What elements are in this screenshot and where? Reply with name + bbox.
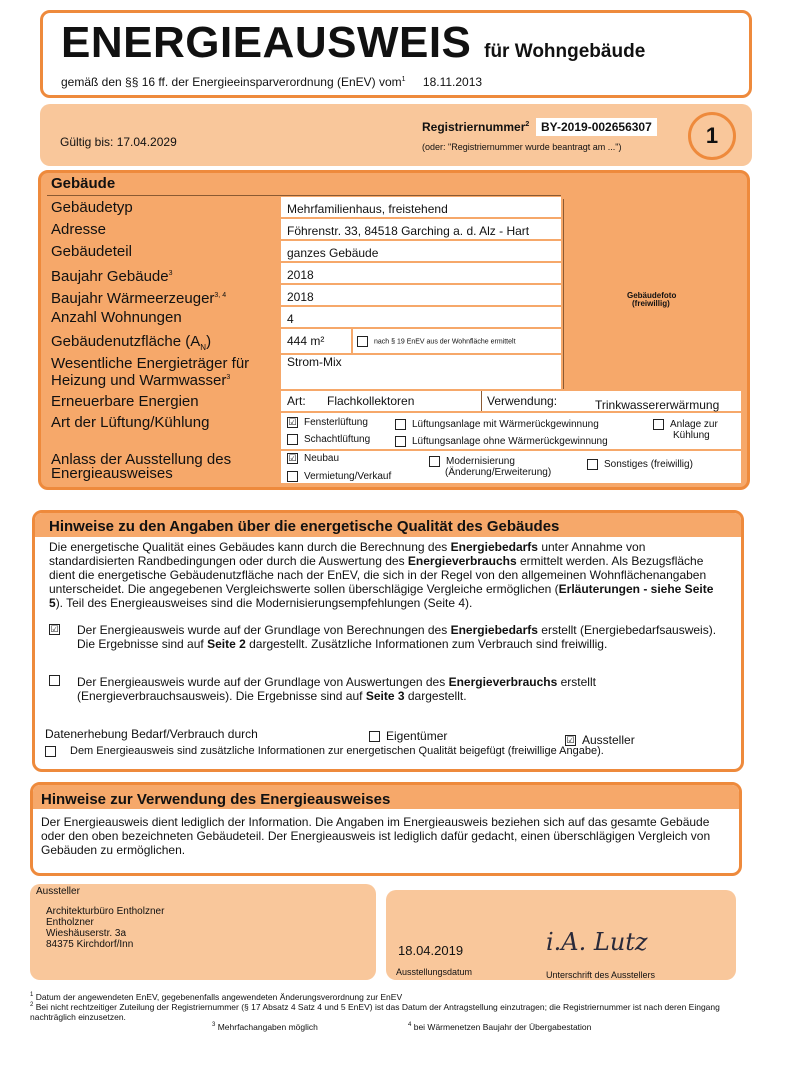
reason-other[interactable]: Sonstiges (freiwillig) xyxy=(587,459,693,470)
value-construction-year: 2018 xyxy=(287,268,314,282)
value-heater-year: 2018 xyxy=(287,290,314,304)
page-number-badge: 1 xyxy=(688,112,736,160)
additional-info-checkbox[interactable] xyxy=(45,746,56,757)
label-building-type: Gebäudetyp xyxy=(51,199,133,216)
consumption-certificate-text: Der Energieausweis wurde auf der Grundlage von Auswertungen des Energieverbrauchs erstellt (Energieverbrauchsausweis). Die Ergebnisse sind auf Seite 3 dargestellt. xyxy=(77,675,596,703)
reason-other-checkbox[interactable] xyxy=(587,459,598,470)
cooling-checkbox[interactable] xyxy=(653,419,664,430)
issuer-contact: Entholzner xyxy=(46,917,94,928)
value-cell-units xyxy=(281,307,561,327)
data-collection-label: Datenerhebung Bedarf/Verbrauch durch xyxy=(45,727,258,741)
document-title: ENERGIEAUSWEIS für Wohngebäude xyxy=(61,18,646,67)
vent-shaft-checkbox[interactable] xyxy=(287,434,298,445)
value-building-type: Mehrfamilienhaus, freistehend xyxy=(287,202,448,216)
usage-text: Der Energieausweis dient lediglich der Information. Die Angaben im Energieausweis beziehen sich auf das gesamte Gebäude oder den oben bezeichneten Gebäudeteil. Der Energieausweis ist lediglich dafür gedacht, einen überschlägigen Vergleich von Gebäuden zu ermöglichen. xyxy=(41,815,711,857)
demand-certificate-text: Der Energieausweis wurde auf der Grundlage von Berechnungen des Energiebedarfs erstellt (Energiebedarfsausweis). Die Ergebnisse sind auf Seite 2 dargestellt. Zusätzliche Informationen zum Verbrauch sind freiwillig. xyxy=(77,623,717,651)
data-collection-owner[interactable]: Eigentümer xyxy=(369,729,447,743)
value-building-part: ganzes Gebäude xyxy=(287,246,379,260)
building-section-title: Gebäude xyxy=(51,175,116,192)
vent-with-recovery-checkbox[interactable] xyxy=(395,419,406,430)
signature-box xyxy=(386,890,736,980)
registration-band xyxy=(40,104,752,166)
value-address: Föhrenstr. 33, 84518 Garching a. d. Alz - Hart xyxy=(287,224,530,238)
value-units: 4 xyxy=(287,312,294,326)
photo-label: Gebäudefoto xyxy=(627,291,677,300)
building-section xyxy=(38,170,750,490)
label-heater-year: Baujahr Wärmeerzeuger$^{3, 4}$ xyxy=(51,290,227,307)
reason-new-building[interactable]: ☑ Neubau xyxy=(288,453,340,465)
additional-info[interactable]: Dem Energieausweis sind zusätzliche Informationen zur energetischen Qualität beigefügt (freiwillige Angabe). xyxy=(45,745,604,757)
photo-label-optional: (freiwillig) xyxy=(632,299,670,308)
hints-section xyxy=(32,510,744,772)
issuer-street: Wieshäuserstr. 3a xyxy=(46,928,127,939)
signature: i.A. Lutz xyxy=(546,928,648,956)
label-construction-year: Baujahr Gebäude$^3$ xyxy=(51,268,173,285)
document-subtitle: gemäß den §§ 16 ff. der Energieeinsparverordnung (EnEV) vom$^1$ 18.11.2013 xyxy=(61,75,483,89)
vent-without-recovery-checkbox[interactable] xyxy=(395,436,406,447)
value-energy-carriers: Strom-Mix xyxy=(287,355,342,369)
value-cell-year xyxy=(281,263,561,283)
value-area: 444 m² xyxy=(287,334,325,348)
label-building-part: Gebäudeteil xyxy=(51,243,132,260)
label-reason: Anlass der Ausstellung des Energieausweises xyxy=(51,451,232,482)
demand-certificate-checkbox[interactable]: ☑ xyxy=(50,624,59,634)
owner-checkbox[interactable] xyxy=(369,731,380,742)
usage-title: Hinweise zur Verwendung des Energieausweises xyxy=(41,791,391,808)
label-energy-carriers: Wesentliche Energieträger für Heizung und Warmwasser$^3$ xyxy=(51,355,250,389)
footnote-2: $^2$ Bei nicht rechtzeitiger Zuteilung der Registriernummer (§ 17 Absatz 4 Satz 4 und 5 EnEV) ist das Datum der Antragstellung einzutragen; die Registriernummer ist nach deren Eingang nachträglich einzusetzen. xyxy=(30,1001,720,1022)
area-note-checkbox[interactable] xyxy=(357,336,368,347)
reason-modernisation-checkbox[interactable] xyxy=(429,456,440,467)
reason-new-building-checkbox[interactable]: ☑ xyxy=(288,453,297,463)
reason-rental-sale[interactable]: Vermietung/Verkauf xyxy=(287,471,391,482)
signature-label: Unterschrift des Ausstellers xyxy=(546,970,656,980)
cooling-system[interactable]: Anlage zur Kühlung xyxy=(653,419,718,441)
issuer-city: 84375 Kirchdorf/Inn xyxy=(46,939,134,950)
divider xyxy=(481,391,482,411)
header-box xyxy=(40,10,752,98)
label-address: Adresse xyxy=(51,221,107,238)
footnote-1: $^1$ Datum der angewendeten EnEV, gegebenenfalls angewendeten Änderungsverordnung zur EnEV xyxy=(30,991,403,1002)
vent-window[interactable]: ☑ Fensterlüftung xyxy=(288,417,368,429)
issuer-label: Aussteller xyxy=(36,886,80,897)
label-area: Gebäudenutzfläche $(A_N)$ xyxy=(51,333,212,352)
footnote-3: $^3$ Mehrfachangaben möglich xyxy=(212,1021,318,1032)
registration-note: (oder: "Registriernummer wurde beantragt am ...") xyxy=(422,142,622,152)
reason-modernisation[interactable]: Modernisierung (Änderung/Erweiterung) xyxy=(429,456,551,478)
vent-shaft[interactable]: Schachtlüftung xyxy=(287,434,370,445)
hints-title: Hinweise zu den Angaben über die energetische Qualität des Gebäudes xyxy=(49,518,560,535)
renewable-art-label: Art: xyxy=(287,394,306,408)
document-title-suffix: für Wohngebäude xyxy=(484,41,646,62)
usage-section xyxy=(30,782,742,876)
registration-number: BY-2019-002656307 xyxy=(536,118,657,136)
hints-intro-text: Die energetische Qualität eines Gebäudes kann durch die Berechnung des Energiebedarfs unter Annahme von standardisierten Randbedingungen oder durch die Auswertung des Energieverbrauchs ermittelt werden. Als Bezugsfläche dient die energetische Gebäudenutzfläche nach der EnEV, die sich in der Regel von den allgemeinen Wohnflächenangaben unterscheidet. Die angegebenen Vergleichswerte sollen überschlägige Vergleiche ermöglichen (Erläuterungen - siehe Seite 5). Teil des Energieausweises sind die Modernisierungsempfehlungen (Seite 4). xyxy=(49,540,714,610)
label-ventilation: Art der Lüftung/Kühlung xyxy=(51,414,210,431)
label-units: Anzahl Wohnungen xyxy=(51,309,182,326)
renewable-art-value: Flachkollektoren xyxy=(327,394,415,408)
value-cell-heater-year xyxy=(281,285,561,305)
valid-until: Gültig bis: 17.04.2029 xyxy=(60,135,177,149)
issuer-box xyxy=(30,884,376,980)
enev-date: 18.11.2013 xyxy=(422,75,483,89)
building-photo-placeholder xyxy=(563,199,744,389)
consumption-certificate-checkbox[interactable] xyxy=(49,675,60,686)
reason-rental-sale-checkbox[interactable] xyxy=(287,471,298,482)
issuer-name: Architekturbüro Entholzner xyxy=(46,906,165,917)
renewable-use-value: Trinkwassererwärmung xyxy=(595,398,720,412)
registration-label: Registriernummer$^2$ xyxy=(422,120,530,134)
data-collection-issuer[interactable]: ☑ Aussteller xyxy=(566,733,635,747)
divider xyxy=(47,195,561,196)
issue-date: 18.04.2019 xyxy=(398,943,464,958)
vent-window-checkbox[interactable]: ☑ xyxy=(288,417,297,427)
vent-without-recovery[interactable]: Lüftungsanlage ohne Wärmerückgewinnung xyxy=(395,436,608,447)
renewable-use-label: Verwendung: xyxy=(487,394,558,408)
issuer-checkbox[interactable]: ☑ xyxy=(566,735,575,746)
label-renewable: Erneuerbare Energien xyxy=(51,393,199,410)
area-note: nach § 19 EnEV aus der Wohnfläche ermittelt xyxy=(357,336,516,347)
footnote-4: $^4$ bei Wärmenetzen Baujahr der Übergabestation xyxy=(408,1021,592,1032)
issue-date-label: Ausstellungsdatum xyxy=(396,967,473,977)
vent-with-recovery[interactable]: Lüftungsanlage mit Wärmerückgewinnung xyxy=(395,419,599,430)
